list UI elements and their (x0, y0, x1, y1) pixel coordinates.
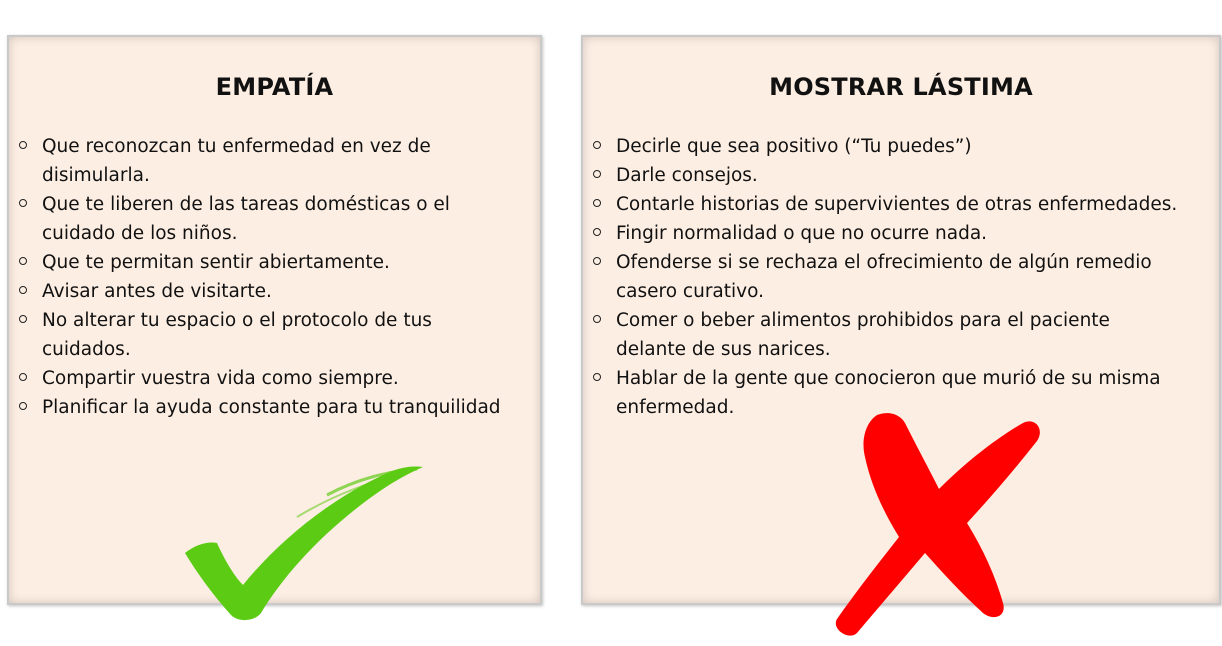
empathy-item-1 (17, 132, 536, 190)
pity-item-2 (591, 161, 1215, 190)
bullet-icon (593, 315, 601, 323)
pity-item-text: Fingir normalidad o que no ocurre nada. (616, 223, 988, 244)
empathy-item-text: Avisar antes de visitarte. (42, 281, 272, 302)
pity-item-text: enfermedad. (616, 397, 735, 418)
pity-item-1 (591, 132, 1215, 161)
pity-item-3 (591, 190, 1215, 219)
pity-item-text: Decirle que sea positivo (“Tu puedes”) (616, 136, 972, 157)
pity-item-text: Darle consejos. (616, 165, 758, 186)
bullet-icon (19, 315, 27, 323)
empathy-item-6 (17, 364, 536, 393)
pity-panel (581, 35, 1221, 605)
empathy-item-text: cuidados. (42, 339, 131, 360)
bullet-icon (19, 141, 27, 149)
empathy-item-text: disimularla. (42, 165, 150, 186)
pity-item-4 (591, 219, 1215, 248)
empathy-item-5 (17, 306, 536, 364)
empathy-item-text: Que te liberen de las tareas domésticas o el (42, 194, 450, 215)
red-x-icon (815, 407, 1047, 639)
bullet-icon (19, 373, 27, 381)
empathy-item-text: Compartir vuestra vida como siempre. (42, 368, 399, 389)
empathy-item-text: cuidado de los niños. (42, 223, 238, 244)
empathy-item-text: Planificar la ayuda constante para tu tranquilidad (42, 397, 501, 418)
empathy-item-text: No alterar tu espacio o el protocolo de tus (42, 310, 432, 331)
empathy-item-3 (17, 248, 536, 277)
bullet-icon (593, 141, 601, 149)
green-check-icon (177, 435, 427, 625)
bullet-icon (19, 286, 27, 294)
pity-item-5 (591, 248, 1215, 306)
empathy-item-2 (17, 190, 536, 248)
bullet-icon (19, 257, 27, 265)
pity-item-6 (591, 306, 1215, 364)
bullet-icon (19, 199, 27, 207)
pity-item-text: Comer o beber alimentos prohibidos para el paciente (616, 310, 1110, 331)
empathy-panel (7, 35, 542, 605)
bullet-icon (593, 373, 601, 381)
empathy-item-text: Que reconozcan tu enfermedad en vez de (42, 136, 431, 157)
pity-item-text: Ofenderse si se rechaza el ofrecimiento de algún remedio (616, 252, 1152, 273)
empathy-title: EMPATÍA (215, 73, 334, 101)
pity-title: MOSTRAR LÁSTIMA (769, 73, 1033, 101)
empathy-list (17, 132, 536, 422)
pity-item-text: casero curativo. (616, 281, 764, 302)
bullet-icon (593, 170, 601, 178)
pity-item-text: Hablar de la gente que conocieron que murió de su misma (616, 368, 1161, 389)
bullet-icon (593, 199, 601, 207)
empathy-item-7 (17, 393, 536, 422)
pity-item-text: Contarle historias de supervivientes de otras enfermedades. (616, 194, 1178, 215)
bullet-icon (19, 402, 27, 410)
empathy-item-text: Que te permitan sentir abiertamente. (42, 252, 390, 273)
bullet-icon (593, 228, 601, 236)
pity-item-text: delante de sus narices. (616, 339, 831, 360)
bullet-icon (593, 257, 601, 265)
empathy-item-4 (17, 277, 536, 306)
pity-list (591, 132, 1215, 422)
